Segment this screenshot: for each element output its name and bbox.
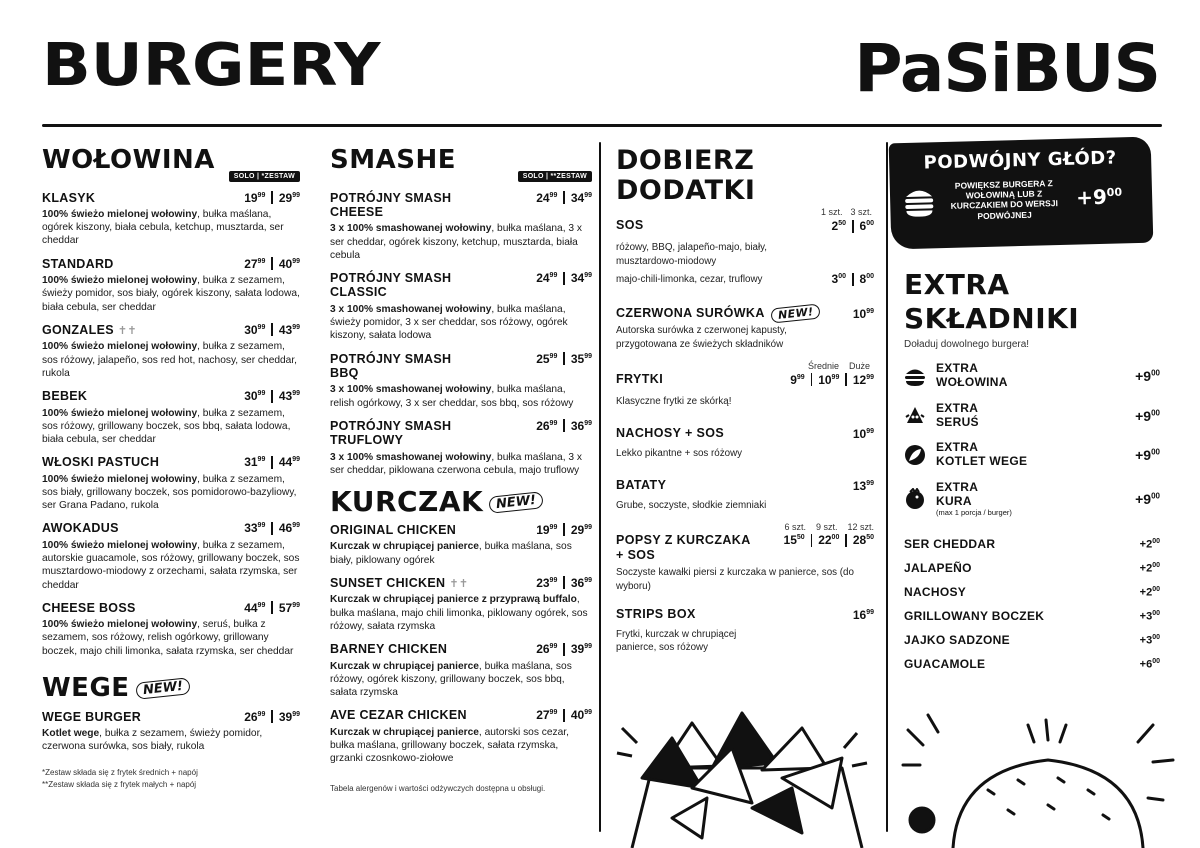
addon-desc: różowy, BBQ, jalapeño-majo, biały, musztardowo-miodowy [616,242,768,267]
item-desc: Kurczak w chrupiącej panierce, autorski sos cezar, bułka maślana, grillowany boczek, sałata rzymska, grzanki czosnkowo-ziołowe [330,726,569,765]
promo-text: POWIĘKSZ BURGERA Z WOŁOWINĄ LUB Z KURCZAKIEM DO WERSJI PODWÓJNEJ [950,178,1059,221]
cheese-mascot-icon [904,405,926,427]
promo-banner [889,137,1154,250]
menu-item [42,601,300,658]
item-prices: $26^{99}$ $39^{99}$ [536,642,592,657]
addon-prices: $9^{99}$ $10^{99}$ $12^{99}$ [790,372,874,387]
wege-list [42,710,300,754]
item-desc: 100% świeżo mielonej wołowiny, seruś, bułka z sezamem, sos różowy, relish ogórkowy, grillowany boczek, majo chili limonka, sałata rzymska, ser cheddar [42,619,294,657]
qty-label: 12 szt. [847,522,874,533]
menu-item [330,523,592,567]
extra-note: (max 1 porcja / burger) [936,507,1012,517]
nachos-illustration [612,708,880,848]
item-desc: 3 x 100% smashowanej wołowiny, bułka maślana, świeży pomidor, 3 x ser cheddar, sos różowy, ogórek kiszony, sałata lodowa [330,303,568,342]
kurczak-list [330,523,592,766]
simple-extra-price: $+6^{00}$ [1139,657,1160,671]
addon-name: SOS [616,218,644,233]
extra-item [904,481,1160,517]
simple-extra-price: $+2^{00}$ [1139,561,1160,575]
item-name: GONZALES [42,322,114,337]
column-divider [886,142,888,832]
menu-item [330,191,592,263]
price-badge: SOLO | **ZESTAW [518,171,592,182]
addon-desc: Klasyczne frytki ze skórką! [616,395,732,407]
item-desc: 100% świeżo mielonej wołowiny, bułka maślana, ogórek kiszony, biała cebula, ketchup, musztarda, ser cheddar [42,208,284,247]
section-title-smashe: SMASHE [330,145,456,175]
column-divider [599,142,601,832]
item-desc: 100% świeżo mielonej wołowiny, bułka z sezamem, świeży pomidor, sos biały, ogórek kiszony, sałata lodowa, biała cebula, ser cheddar [42,275,300,313]
qty-label: 1 szt. [820,207,843,218]
item-desc: 100% świeżo mielonej wołowiny, bułka z sezamem, autorskie guacamole, sos różowy, grillowany boczek, sos musztardowo-miodowy z orzechami, sałata rzymska, ser cheddar [42,539,300,591]
item-desc: 100% świeżo mielonej wołowiny, bułka z sezamem, sos biały, grillowany boczek, sos pomidorowo-bazyliowy, ser Grana Padano, rukola [42,473,297,512]
extra-name-2: KURA [936,493,972,508]
addon-prices: $2^{50}$ $6^{00}$ [831,219,874,234]
item-prices: $24^{99}$ $34^{99}$ [536,271,592,286]
simple-extra-name: JALAPEÑO [904,561,972,576]
item-desc: 3 x 100% smashowanej wołowiny, bułka maślana, 3 x ser cheddar, ogórek kiszony, ketchup, musztarda, biała cebula [330,223,582,261]
simple-extra-name: GRILLOWANY BOCZEK [904,609,1045,624]
section-title-kurczak: KURCZAK [330,485,484,519]
simple-extra-name: JAJKO SADZONE [904,633,1010,648]
addon-name-2: + SOS [616,548,656,563]
menu-item [42,521,300,591]
burger-icon [904,365,926,387]
footnote-zestaw-small: **Zestaw składa się z frytek małych + napój [42,779,197,789]
extra-list [904,362,1160,517]
addon-name: FRYTKI [616,371,664,386]
footnote-allergens: Tabela alergenów i wartości odżywczych dostępna u obsługi. [330,784,546,794]
new-tag: NEW! [488,491,544,514]
menu-item [330,708,592,765]
section-title-wolowina: WOŁOWINA [42,145,215,175]
addon-price: $10^{99}$ [852,426,874,441]
extra-subtitle: Doładuj dowolnego burgera! [904,339,1030,351]
footnote-zestaw: *Zestaw składa się z frytek średnich + napój [42,768,198,778]
promo-price: $+9^{00}$ [1075,185,1123,210]
simple-extra-price: $+3^{00}$ [1139,609,1160,623]
item-name: BEBEK [42,389,88,404]
item-desc: 3 x 100% smashowanej wołowiny, bułka maślana, relish ogórkowy, 3 x ser cheddar, sos bbq, sos różowy [330,384,574,409]
extra-item [904,441,1160,469]
section-title-extra-2: SKŁADNIKI [904,301,1080,335]
menu-item [42,389,300,446]
extra-price: $+9^{00}$ [1135,407,1160,424]
item-prices: $26^{99}$ $39^{99}$ [244,709,300,724]
menu-item [42,257,300,314]
simple-extra-item [904,537,1160,551]
qty-label: 9 szt. [815,522,838,533]
addon-price: $10^{99}$ [852,307,874,322]
menu-item [42,455,300,512]
brand-logo: PaSiBUS [854,30,1160,107]
item-prices: $27^{99}$ $40^{99}$ [536,708,592,723]
promo-title: PODWÓJNY GŁÓD? [923,147,1117,174]
extra-name: EXTRA [936,361,979,376]
extra-price: $+9^{00}$ [1135,367,1160,384]
item-prices: $26^{99}$ $36^{99}$ [536,418,592,433]
section-title-dodatki-1: DOBIERZ [616,145,755,176]
item-name: POTRÓJNY SMASH TRUFLOWY [330,418,452,448]
column-smashe [330,140,592,795]
burger-illustration [898,710,1188,848]
addon-surowka [616,306,874,351]
extra-price: $+9^{00}$ [1135,491,1160,508]
header-divider [42,124,1162,127]
addon-bataty [616,478,874,512]
extra-item [904,362,1160,390]
item-name: CHEESE BOSS [42,600,136,615]
addon-price: $13^{99}$ [852,479,874,494]
item-prices: $19^{99}$ $29^{99}$ [536,522,592,537]
addon-sos [616,207,874,286]
item-name: KLASYK [42,190,96,205]
item-prices: $23^{99}$ $36^{99}$ [536,575,592,590]
menu-item [330,352,592,410]
column-dodatki [616,140,874,654]
addon-name: STRIPS BOX [616,606,696,621]
column-extra [904,140,1160,671]
addon-desc: Autorska surówka z czerwonej kapusty, przygotowana ze świeżych składników [616,325,787,350]
item-name: WŁOSKI PASTUCH [42,455,160,470]
chili-icon: ✝✝ [449,577,469,590]
leaf-icon [904,444,926,466]
addon-desc: Lekko pikantne + sos różowy [616,447,743,459]
page-title: BURGERY [42,31,381,100]
simple-extra-name: SER CHEDDAR [904,537,996,552]
addon-prices: $3^{00}$ $8^{00}$ [831,272,874,287]
item-prices: $30^{99}$ $43^{99}$ [244,389,300,404]
item-name: AWOKADUS [42,521,119,536]
addon-desc: majo-chili-limonka, cezar, truflowy [616,273,763,285]
simple-extra-name: GUACAMOLE [904,657,986,672]
item-desc: 3 x 100% smashowanej wołowiny, bułka maślana, 3 x ser cheddar, piklowana czerwona cebula, majo truflowy [330,451,582,476]
simple-extra-item [904,609,1160,623]
item-prices: $25^{99}$ $35^{99}$ [536,351,592,366]
item-name: POTRÓJNY SMASH CLASSIC [330,271,452,300]
item-name: STANDARD [42,256,114,271]
smashe-list [330,191,592,478]
item-name: BARNEY CHICKEN [330,642,448,657]
item-name: ORIGINAL CHICKEN [330,522,457,537]
simple-extra-price: $+3^{00}$ [1139,633,1160,647]
item-name: SUNSET CHICKEN [330,575,446,590]
simple-extra-item [904,561,1160,575]
extra-price: $+9^{00}$ [1135,447,1160,464]
item-prices: $33^{99}$ $46^{99}$ [244,521,300,536]
item-prices: $44^{99}$ $57^{99}$ [244,600,300,615]
new-tag: NEW! [135,677,191,700]
addon-frytki [616,361,874,408]
simple-extras-list [904,537,1160,671]
menu-item [42,323,300,380]
item-prices: $27^{99}$ $40^{99}$ [244,256,300,271]
qty-label: Średnie [807,360,839,371]
item-name: AVE CEZAR CHICKEN [330,708,467,723]
item-prices: $24^{99}$ $34^{99}$ [536,190,592,205]
price-badge: SOLO | *ZESTAW [229,171,300,182]
section-title-wege: WEGE [42,672,130,703]
item-desc: Kotlet wege, bułka z sezamem, świeży pomidor, czerwona surówka, sos biały, rukola [42,727,263,753]
item-prices: $31^{99}$ $44^{99}$ [244,455,300,470]
simple-extra-item [904,633,1160,647]
item-desc: 100% świeżo mielonej wołowiny, bułka z sezamem, sos różowy, jalapeño, sos red hot, nachosy, ser cheddar, rukola [42,341,298,379]
chicken-icon [904,488,926,510]
double-burger-icon [902,185,937,220]
extra-name: EXTRA [936,400,979,415]
column-wolowina [42,140,300,790]
extra-name-2: WOŁOWINA [936,374,1008,389]
extra-name: EXTRA [936,440,979,455]
addon-price: $16^{99}$ [852,607,874,622]
extra-name-2: KOTLET WEGE [936,454,1028,469]
chili-icon: ✝✝ [117,324,137,337]
addon-strips [616,607,874,654]
extra-name-2: SERUŚ [936,414,979,429]
simple-extra-item [904,585,1160,599]
addon-name: CZERWONA SURÓWKA [616,306,765,321]
addon-desc: Grube, soczyste, słodkie ziemniaki [616,500,767,512]
simple-extra-name: NACHOSY [904,585,967,600]
item-desc: Kurczak w chrupiącej panierce, bułka maślana, sos różowy, ogórek kiszony, grillowany boczek, sos bbq, sałata rzymska [330,660,572,699]
addon-desc: Soczyste kawałki piersi z kurczaka w panierce, sos (do wyboru) [616,567,854,592]
extra-item [904,402,1160,430]
item-prices: $30^{99}$ $43^{99}$ [244,322,300,337]
addon-desc: Frytki, kurczak w chrupiącej panierce, sos różowy [616,628,737,654]
simple-extra-price: $+2^{00}$ [1139,537,1160,551]
new-tag: NEW! [770,304,821,324]
addon-prices: $15^{50}$ $22^{00}$ $28^{50}$ [783,533,874,548]
menu-item [42,710,300,754]
addon-nachosy [616,426,874,460]
section-title-extra-1: EXTRA [904,268,1010,301]
item-name: WEGE BURGER [42,709,142,724]
extra-name: EXTRA [936,479,979,494]
item-desc: Kurczak w chrupiącej panierce, bułka maślana, sos biały, piklowany ogórek [330,541,572,566]
item-desc: 100% świeżo mielonej wołowiny, bułka z sezamem, sos różowy, grillowany boczek, sos bbq, sałata lodowa, biała cebula, ser cheddar [42,407,291,446]
qty-label: Duże [848,360,870,371]
qty-label: 3 szt. [850,207,872,218]
item-desc: Kurczak w chrupiącej panierce z przyprawą buffalo, bułka maślana, majo chili limonka, piklowany ogórek, sos różowy, sałata rzymska [330,594,588,632]
addon-name: NACHOSY + SOS [616,425,725,440]
menu-item [42,191,300,248]
section-title-dodatki-2: DODATKI [616,174,756,206]
addon-popsy [616,522,874,592]
menu-item [330,576,592,633]
menu-item [330,419,592,477]
addon-name: POPSY Z KURCZAKA [616,533,751,548]
item-name: POTRÓJNY SMASH CHEESE [330,190,452,219]
qty-label: 6 szt. [784,522,806,533]
item-name: POTRÓJNY SMASH BBQ [330,351,452,380]
addon-name: BATATY [616,478,667,493]
wolowina-list [42,191,300,658]
menu-item [330,642,592,699]
menu-item [330,271,592,343]
item-prices: $19^{99}$ $29^{99}$ [244,190,300,205]
simple-extra-item [904,657,1160,671]
simple-extra-price: $+2^{00}$ [1139,585,1160,599]
